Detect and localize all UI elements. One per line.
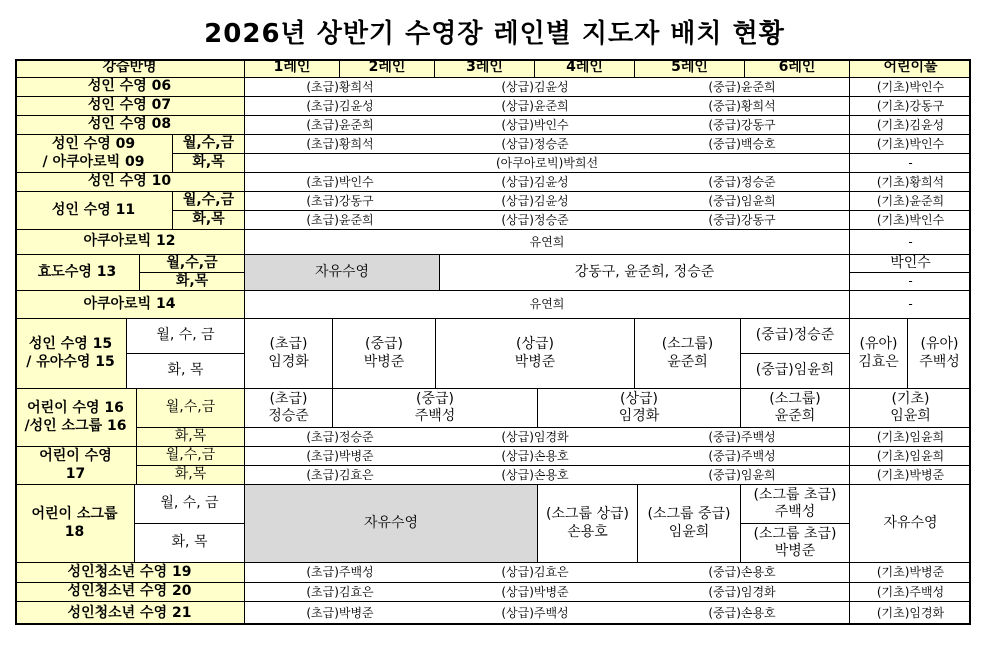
header-lane-1: 1레인	[245, 59, 340, 78]
level-label: (기초)	[891, 390, 930, 407]
lane-6-instructor: (중급)임윤희	[741, 354, 850, 389]
lane-5-6-instructor: (중급)임윤희	[635, 192, 850, 211]
lane-1-instructor	[245, 319, 333, 389]
day-label: 월, 수, 금	[135, 485, 245, 524]
lane-1-2-instructor: (초급)정승준	[245, 428, 435, 447]
class-name	[15, 485, 135, 563]
kids-pool-instructor: (기초)임경화	[876, 606, 945, 620]
instructor-name: 박병준	[514, 353, 556, 370]
class-name: 아쿠아로빅 12	[15, 230, 245, 255]
lane-1-2-instructor: (초급)김윤성	[245, 97, 435, 116]
kids-pool-instructor: (기초)박인수	[850, 78, 971, 97]
kids-pool-instructor: (기초)박인수	[850, 211, 971, 230]
day-label: 월,수,금	[173, 192, 245, 211]
instructor-name: 임경화	[268, 353, 309, 370]
kids-pool-instructor: -	[850, 273, 971, 291]
day-label: 화,목	[137, 428, 245, 447]
instructor-name: 손용호	[567, 523, 608, 540]
class-name-line-2: / 아쿠아로빅 09	[42, 153, 145, 170]
class-name	[15, 135, 173, 173]
day-label: 화,목	[140, 273, 245, 291]
level-label: (소그룹 상급)	[546, 506, 629, 522]
kids-pool-instructor	[908, 319, 971, 389]
class-name-line-1: 어린이 소그룹	[31, 506, 118, 522]
class-name: 성인 수영 11	[15, 192, 173, 230]
lane-5-instructor	[635, 319, 741, 389]
free-swim-block: 자유수영	[245, 255, 440, 291]
instructor-name: 윤준희	[774, 408, 816, 424]
lane-2-instructor	[333, 319, 436, 389]
header-lane-6: 6레인	[745, 59, 850, 78]
lane-3-4-instructor: (상급)정승준	[435, 135, 635, 154]
lane-3-4-instructor: (상급)임경화	[435, 428, 635, 447]
lane-3-4-instructor: (상급)박병준	[435, 583, 635, 602]
lane-5-6-instructor: (중급)강동구	[635, 116, 850, 135]
lane-3-4-instructor: (상급)김윤성	[435, 173, 635, 192]
instructor-name: 임경화	[618, 408, 660, 424]
instructor-name: 주백성	[919, 353, 960, 370]
lane-6-instructor	[741, 524, 850, 563]
header-lane-3: 3레인	[435, 59, 535, 78]
lane-3-4-instructor: (상급)정승준	[435, 211, 635, 230]
lane-1-2-instructor: (초급)박병준	[245, 447, 435, 466]
lane-3-4-instructor: (상급)김효은	[435, 563, 635, 583]
class-name-line-1: 어린이 수영	[39, 448, 112, 464]
level-label: (소그룹)	[661, 336, 714, 352]
instructor-name: 주백성	[774, 504, 816, 520]
lanes-instructor: 유연희	[245, 291, 850, 319]
day-label: 월,수,금	[137, 447, 245, 466]
lane-6-instructor: (중급)정승준	[741, 319, 850, 354]
kids-pool-instructor: (기초)윤준희	[850, 192, 971, 211]
lane-4-5-instructor	[538, 389, 741, 428]
day-label: 화, 목	[127, 354, 245, 389]
lane-1-2-instructor: (초급)강동구	[245, 192, 435, 211]
lane-1-2-instructor: (초급)박인수	[245, 173, 435, 192]
lane-5-6-instructor: (중급)주백성	[635, 428, 850, 447]
lane-3-4-instructor: (상급)박인수	[435, 116, 635, 135]
instructor-name: 박병준	[363, 353, 405, 370]
kids-pool-instructor	[850, 389, 971, 428]
class-name: 성인 수영 07	[15, 97, 245, 116]
lane-5-6-instructor: (중급)손용호	[635, 602, 850, 625]
lane-5-6-instructor: (중급)임윤희	[635, 466, 850, 485]
lane-2-3-instructor	[333, 389, 538, 428]
lane-5-6-instructor: (중급)윤준희	[635, 78, 850, 97]
header-class-name: 강습반명	[15, 59, 245, 78]
kids-pool-instructor: -	[850, 154, 971, 173]
class-name: 성인 수영 08	[15, 116, 245, 135]
class-name	[15, 319, 127, 389]
class-name: 성인청소년 수영 20	[15, 583, 245, 602]
day-label: 월,수,금	[140, 255, 245, 273]
lane-5-6-instructor: (중급)임경화	[635, 583, 850, 602]
lane-3-4-instructor: (상급)주백성	[501, 606, 569, 620]
class-name: 효도수영 13	[15, 255, 140, 291]
kids-pool-instructor: 박인수	[850, 255, 971, 273]
class-name: 아쿠아로빅 14	[15, 291, 245, 319]
instructor-name: 주백성	[414, 408, 456, 424]
instructor-name: 임윤희	[668, 523, 710, 540]
lane-5-6-instructor: (중급)강동구	[635, 211, 850, 230]
class-name: 성인 수영 06	[15, 78, 245, 97]
instructor-name: 임윤희	[890, 408, 931, 424]
lane-6-instructor	[741, 485, 850, 524]
level-label: (중급)	[365, 336, 403, 352]
lane-5-6-instructor: (중급)손용호	[635, 563, 850, 583]
lane-3-4-instructor: (상급)손용호	[435, 466, 635, 485]
instructor-name: 정승준	[268, 408, 309, 424]
lane-4-instructor	[538, 485, 638, 563]
day-label: 월,수,금	[137, 389, 245, 428]
class-name-line-1: 어린이 수영 16	[27, 400, 124, 416]
lane-1-2-instructor: (초급)황희석	[245, 135, 435, 154]
kids-pool-instructor: (기초)박병준	[850, 466, 971, 485]
kids-pool-instructor	[850, 319, 908, 389]
class-name-line-2: 18	[64, 523, 85, 540]
day-label: 화,목	[173, 211, 245, 230]
level-label: (소그룹)	[769, 390, 821, 407]
class-name-line-1: 성인 수영 09	[51, 136, 136, 152]
page-title: 2026년 상반기 수영장 레인별 지도자 배치 현황	[204, 19, 785, 49]
class-name: 성인청소년 수영 21	[15, 602, 245, 625]
level-label: (초급)	[269, 336, 308, 352]
day-label: 월, 수, 금	[127, 319, 245, 354]
lane-3-4-instructor: (상급)김윤성	[435, 192, 635, 211]
instructor-name: 박병준	[774, 543, 816, 559]
header-lane-4: 4레인	[535, 59, 635, 78]
level-label: (소그룹 중급)	[647, 506, 731, 522]
class-name	[15, 389, 137, 447]
class-name-line-2: / 유아수영 15	[26, 353, 115, 370]
lane-1-2-instructor: (초급)김효은	[245, 466, 435, 485]
lane-3-4-instructor: (상급)김윤성	[435, 78, 635, 97]
instructor-name: 김효은	[858, 353, 899, 370]
class-name-line-2: 17	[65, 465, 86, 482]
day-label: 화,목	[137, 466, 245, 485]
class-name-line-1: 성인 수영 15	[28, 336, 113, 352]
lane-1-2-instructor: (초급)김효은	[245, 583, 435, 602]
lanes-instructor: 강동구, 윤준희, 정승준	[440, 255, 850, 291]
lane-3-4-instructor: (상급)손용호	[435, 447, 635, 466]
aqua-instructor: (아쿠아로빅)박희선	[245, 154, 850, 173]
lane-5-6-instructor: (중급)황희석	[635, 97, 850, 116]
kids-pool-instructor: (기초)박병준	[850, 563, 971, 583]
level-label: (유아)	[859, 336, 898, 352]
class-name	[15, 447, 137, 485]
kids-pool-instructor: -	[850, 230, 971, 255]
lane-6-instructor	[741, 389, 850, 428]
lane-5-6-instructor: (중급)백승호	[635, 135, 850, 154]
kids-pool-instructor: -	[850, 291, 971, 319]
lane-3-4-instructor: (상급)윤준희	[435, 97, 635, 116]
class-name: 성인 수영 10	[15, 173, 245, 192]
lane-1-2-instructor: (초급)윤준희	[245, 116, 435, 135]
day-label: 월,수,금	[173, 135, 245, 154]
header-lane-5: 5레인	[635, 59, 745, 78]
kids-pool-instructor: (기초)황희석	[850, 173, 971, 192]
lanes-instructor: 유연희	[245, 230, 850, 255]
lane-1-2-instructor: (초급)황희석	[245, 78, 435, 97]
level-label: (소그룹 초급)	[753, 525, 837, 542]
lane-5-instructor	[638, 485, 741, 563]
lane-1-2-instructor: (초급)주백성	[245, 563, 435, 583]
kids-pool-free-swim: 자유수영	[850, 485, 971, 563]
instructor-name: 윤준희	[667, 353, 708, 370]
lane-1-2-instructor: (초급)박병준	[306, 606, 374, 620]
kids-pool-instructor: (기초)임윤희	[850, 428, 971, 447]
free-swim-block: 자유수영	[245, 485, 538, 563]
class-name: 성인청소년 수영 19	[15, 563, 245, 583]
header-lane-2: 2레인	[340, 59, 435, 78]
day-label: 화, 목	[135, 524, 245, 563]
kids-pool-instructor: (기초)임윤희	[850, 447, 971, 466]
kids-pool-instructor: (기초)김윤성	[850, 116, 971, 135]
header-kids-pool: 어린이풀	[850, 59, 971, 78]
schedule-table	[15, 59, 971, 625]
level-label: (유아)	[920, 336, 959, 352]
lane-5-6-instructor: (중급)정승준	[635, 173, 850, 192]
level-label: (상급)	[516, 336, 554, 352]
level-label: (소그룹 초급)	[753, 486, 837, 503]
lane-5-6-instructor: (중급)주백성	[635, 447, 850, 466]
lane-1-instructor	[245, 389, 333, 428]
kids-pool-instructor: (기초)강동구	[850, 97, 971, 116]
level-label: (초급)	[269, 390, 308, 407]
level-label: (중급)	[416, 390, 454, 407]
day-label: 화,목	[173, 154, 245, 173]
lane-1-2-instructor: (초급)윤준희	[245, 211, 435, 230]
kids-pool-instructor: (기초)박인수	[850, 135, 971, 154]
level-label: (상급)	[620, 390, 658, 407]
lane-3-4-instructor	[436, 319, 635, 389]
kids-pool-instructor: (기초)주백성	[850, 583, 971, 602]
class-name-line-2: /성인 소그룹 16	[24, 417, 127, 434]
